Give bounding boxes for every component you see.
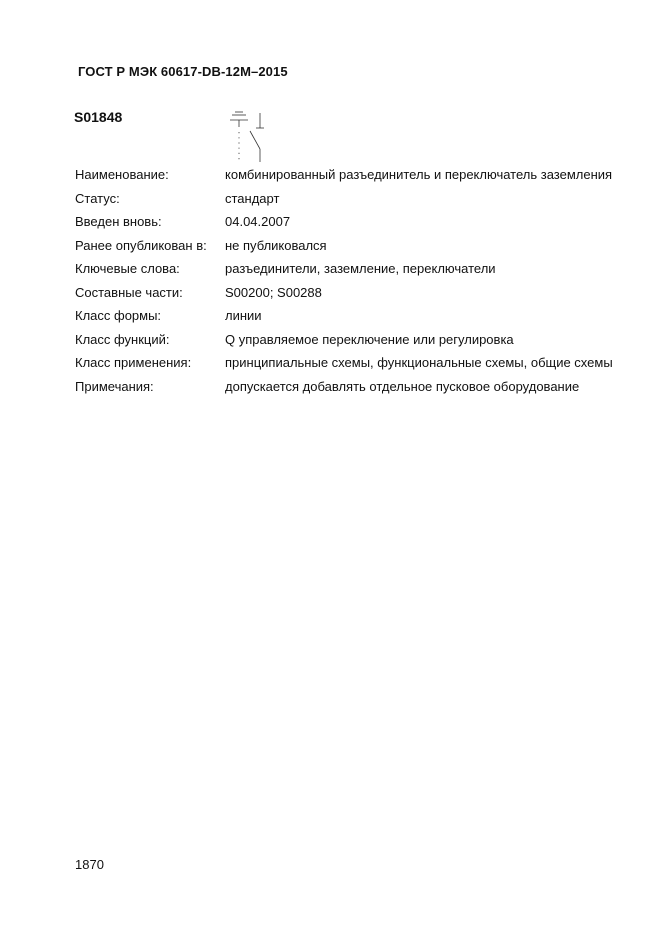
- attribute-row: [75, 375, 613, 399]
- attribute-label: Класс функций:: [75, 331, 170, 347]
- attribute-label: Составные части:: [75, 284, 183, 300]
- attribute-row: [75, 328, 613, 352]
- attribute-value: стандарт: [225, 190, 280, 206]
- attributes-table: [75, 163, 613, 398]
- attribute-row: [75, 281, 613, 305]
- attribute-row: [75, 210, 613, 234]
- attribute-value: не публиковался: [225, 237, 327, 253]
- attribute-value: 04.04.2007: [225, 214, 291, 230]
- attribute-row: [75, 187, 613, 211]
- attribute-label: Примечания:: [75, 378, 154, 394]
- attribute-value: принципиальные схемы, функциональные схемы, общие схемы: [225, 355, 613, 371]
- attribute-value: разъединители, заземление, переключатели: [225, 261, 496, 277]
- attribute-value: комбинированный разъединитель и переключатель заземления: [225, 167, 613, 183]
- switch-symbol-icon: [226, 110, 266, 164]
- attribute-value: допускается добавлять отдельное пусковое оборудование: [225, 378, 580, 394]
- document-header: ГОСТ Р МЭК 60617-DB-12M–2015: [78, 64, 288, 79]
- attribute-label: Ранее опубликован в:: [75, 237, 207, 253]
- attribute-label: Введен вновь:: [75, 214, 162, 230]
- attribute-row: [75, 234, 613, 258]
- page-number: 1870: [75, 857, 104, 872]
- attribute-value: Q управляемое переключение или регулировка: [225, 331, 514, 347]
- attribute-row: [75, 351, 613, 375]
- attribute-row: [75, 304, 613, 328]
- symbol-code: S01848: [74, 109, 123, 125]
- attribute-label: Класс применения:: [75, 355, 192, 371]
- attribute-label: Статус:: [75, 190, 120, 206]
- attribute-label: Ключевые слова:: [75, 261, 180, 277]
- attribute-label: Наименование:: [75, 167, 169, 183]
- attribute-value: S00200; S00288: [225, 284, 322, 300]
- attribute-label: Класс формы:: [75, 308, 162, 324]
- attribute-row: [75, 257, 613, 281]
- attribute-value: линии: [225, 308, 262, 324]
- attribute-row: [75, 163, 613, 187]
